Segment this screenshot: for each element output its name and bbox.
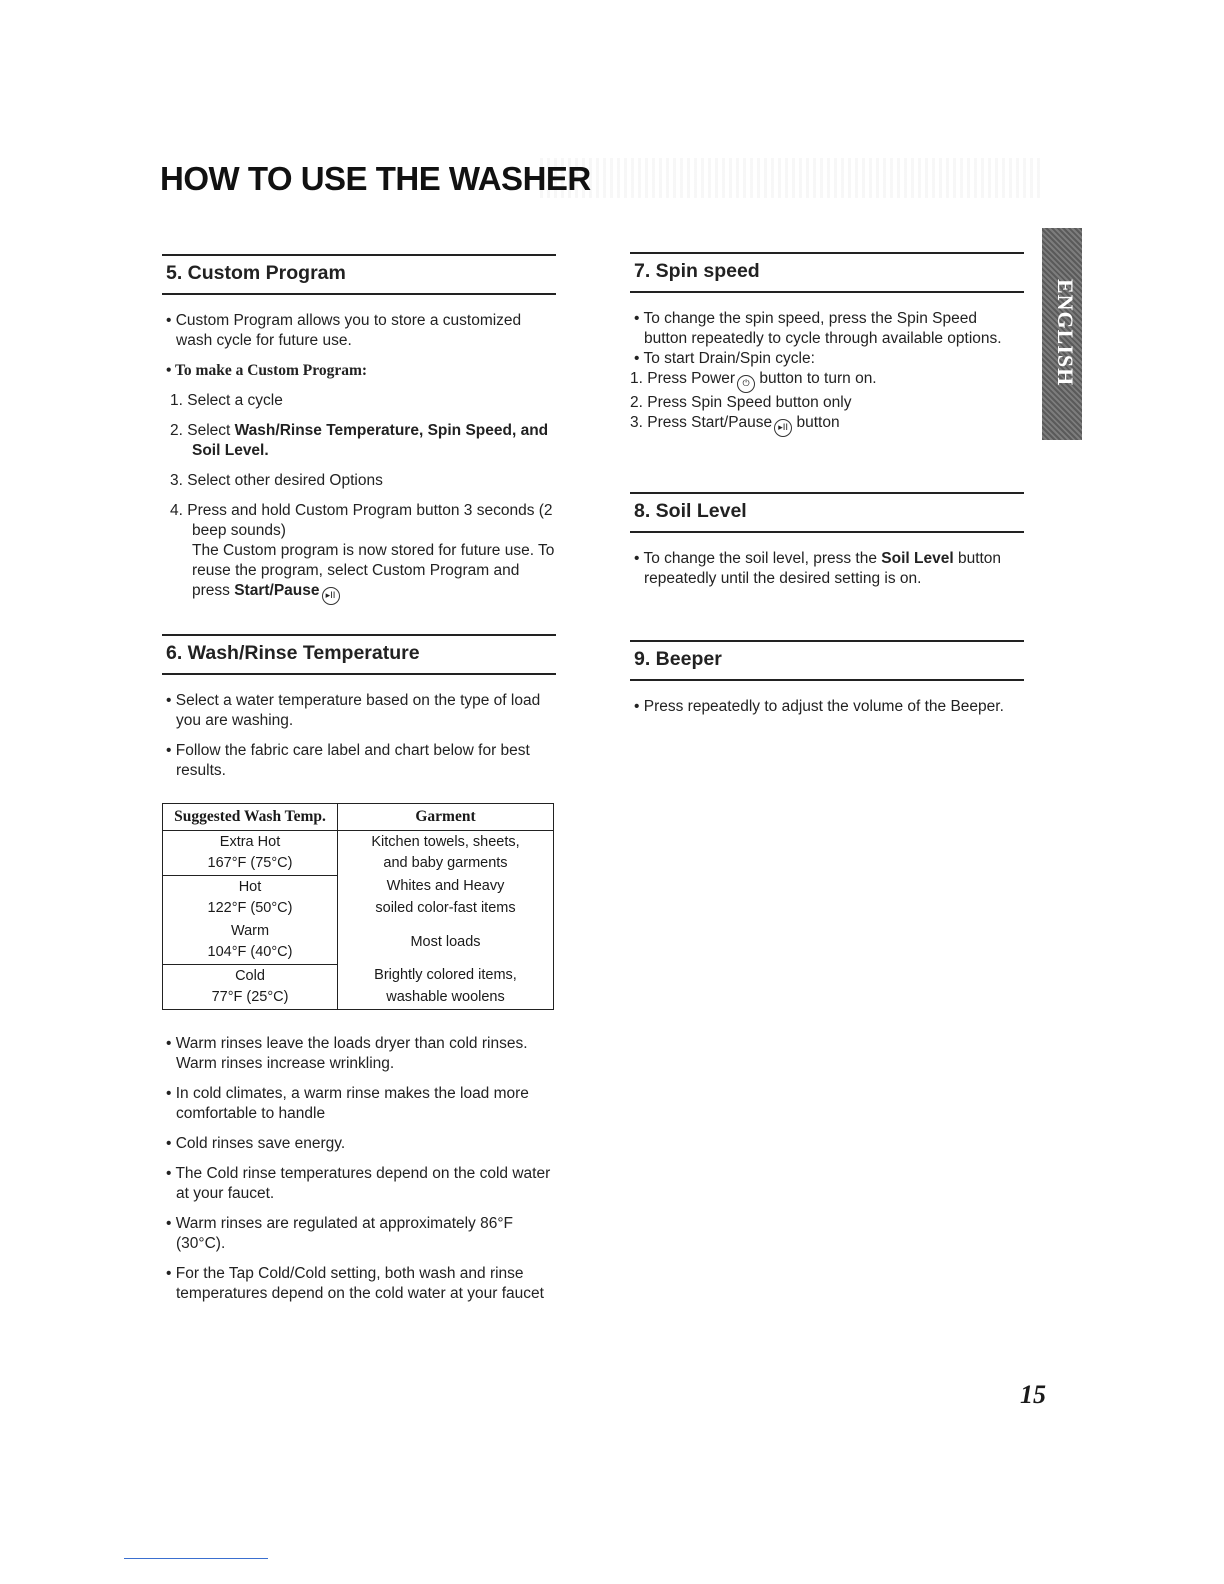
step-2-bold: Wash/Rinse Temperature, Spin Speed, and Soil Level.: [192, 422, 549, 459]
step-3-text: 3. Press Start/Pause: [630, 414, 773, 431]
temp-cell: [163, 831, 338, 876]
footer-line: [124, 1558, 268, 1559]
wash-rinse-heading: 6. Wash/Rinse Temperature: [162, 634, 556, 675]
custom-program-step-4: 4. Press and hold Custom Program button 3 seconds (2 beep sounds): [170, 502, 553, 539]
header-garment: Garment: [338, 804, 554, 831]
temp-degrees: 122°F (50°C): [207, 900, 293, 916]
soil-level-text-b: button repeatedly until the desired setting is on.: [644, 550, 1002, 587]
step-3-text-2: button: [796, 414, 840, 431]
temp-name: Cold: [235, 967, 265, 984]
language-tab-label: ENGLISH: [1053, 279, 1078, 387]
start-pause-icon: ▸II: [774, 419, 792, 437]
start-pause-label: Start/Pause: [234, 582, 320, 599]
spin-speed-step-2: 2. Press Spin Speed button only: [630, 394, 852, 411]
step-4-note-text: The Custom program is now stored for future use. To reuse the program, select Custom Program and press: [192, 542, 555, 599]
spin-speed-bullet-1: • To change the spin speed, press the Spin Speed button repeatedly to cycle through available options.: [634, 310, 1002, 347]
rinse-note-6: • For the Tap Cold/Cold setting, both wash and rinse temperatures depend on the cold water at your faucet: [166, 1265, 544, 1302]
soil-level-section: [630, 492, 1024, 589]
temp-cell: [163, 920, 338, 965]
temperature-table: [162, 803, 554, 1010]
temp-name: Hot: [238, 878, 262, 895]
rinse-note-5: • Warm rinses are regulated at approximately 86°F (30°C).: [166, 1215, 514, 1252]
custom-program-heading: 5. Custom Program: [162, 254, 556, 295]
rinse-note-2: • In cold climates, a warm rinse makes the load more comfortable to handle: [166, 1085, 529, 1122]
garment-cell: [338, 965, 554, 1010]
custom-program-section: [162, 254, 556, 605]
soil-level-text: [630, 549, 1024, 589]
garment-text-2: washable woolens: [386, 988, 505, 1005]
custom-program-step-1: 1. Select a cycle: [170, 392, 283, 409]
temp-degrees: 104°F (40°C): [207, 944, 293, 960]
soil-level-text-a: • To change the soil level, press the: [634, 550, 882, 567]
rinse-note-1: • Warm rinses leave the loads dryer than cold rinses. Warm rinses increase wrinkling.: [166, 1035, 528, 1072]
garment-text: Most loads: [410, 933, 481, 950]
custom-program-subhead: • To make a Custom Program:: [166, 362, 368, 379]
beeper-text: • Press repeatedly to adjust the volume of the Beeper.: [634, 698, 1004, 715]
custom-program-step-4-note: [162, 541, 556, 605]
custom-program-intro: • Custom Program allows you to store a customized wash cycle for future use.: [166, 312, 522, 349]
table-row: [163, 831, 554, 876]
soil-level-bold: Soil Level: [881, 550, 954, 567]
wash-rinse-bullet-1: • Select a water temperature based on the type of load you are washing.: [166, 692, 541, 729]
wash-rinse-section: [162, 634, 556, 1304]
temp-degrees: 77°F (25°C): [211, 989, 289, 1005]
temp-cell: [163, 965, 338, 1010]
temp-degrees: 167°F (75°C): [207, 855, 293, 871]
rinse-note-4: • The Cold rinse temperatures depend on the cold water at your faucet.: [166, 1165, 551, 1202]
rinse-note-3: • Cold rinses save energy.: [166, 1135, 346, 1152]
temp-name: Extra Hot: [219, 833, 281, 850]
step-1-text-2: button to turn on.: [759, 370, 877, 387]
wash-rinse-bullet-2: • Follow the fabric care label and chart below for best results.: [166, 742, 530, 779]
spin-speed-step-1: [630, 369, 1024, 393]
beeper-heading: 9. Beeper: [630, 640, 1024, 681]
garment-text: Brightly colored items,: [374, 967, 517, 984]
soil-level-heading: 8. Soil Level: [630, 492, 1024, 533]
garment-text-2: and baby garments: [383, 855, 508, 872]
power-icon: ⏻: [737, 375, 755, 393]
spin-speed-bullet-2: • To start Drain/Spin cycle:: [634, 350, 815, 367]
table-row: [163, 876, 554, 921]
spin-speed-step-3: [630, 413, 1024, 437]
garment-cell: [338, 831, 554, 876]
garment-cell: [338, 876, 554, 921]
page-number: 15: [1020, 1380, 1046, 1409]
temp-name: Warm: [230, 922, 270, 939]
table-row: [163, 965, 554, 1010]
garment-text-2: soiled color-fast items: [375, 899, 516, 916]
table-row: [163, 920, 554, 965]
step-1-text: 1. Press Power: [630, 370, 736, 387]
header-temp: Suggested Wash Temp.: [163, 804, 338, 831]
start-pause-icon: ▸II: [322, 587, 340, 605]
garment-cell: [338, 920, 554, 965]
custom-program-step-3: 3. Select other desired Options: [170, 472, 383, 489]
page-title: HOW TO USE THE WASHER: [160, 160, 591, 197]
temp-cell: [163, 876, 338, 921]
beeper-section: [630, 640, 1024, 717]
garment-text: Kitchen towels, sheets,: [371, 833, 520, 850]
step-2-text: 2. Select: [170, 422, 235, 439]
language-tab: [1042, 228, 1082, 440]
garment-text: Whites and Heavy: [386, 878, 505, 895]
table-header-row: [163, 804, 554, 831]
spin-speed-section: [630, 252, 1024, 437]
custom-program-step-2: [162, 421, 556, 461]
title-decoration: [540, 158, 1040, 198]
spin-speed-heading: 7. Spin speed: [630, 252, 1024, 293]
